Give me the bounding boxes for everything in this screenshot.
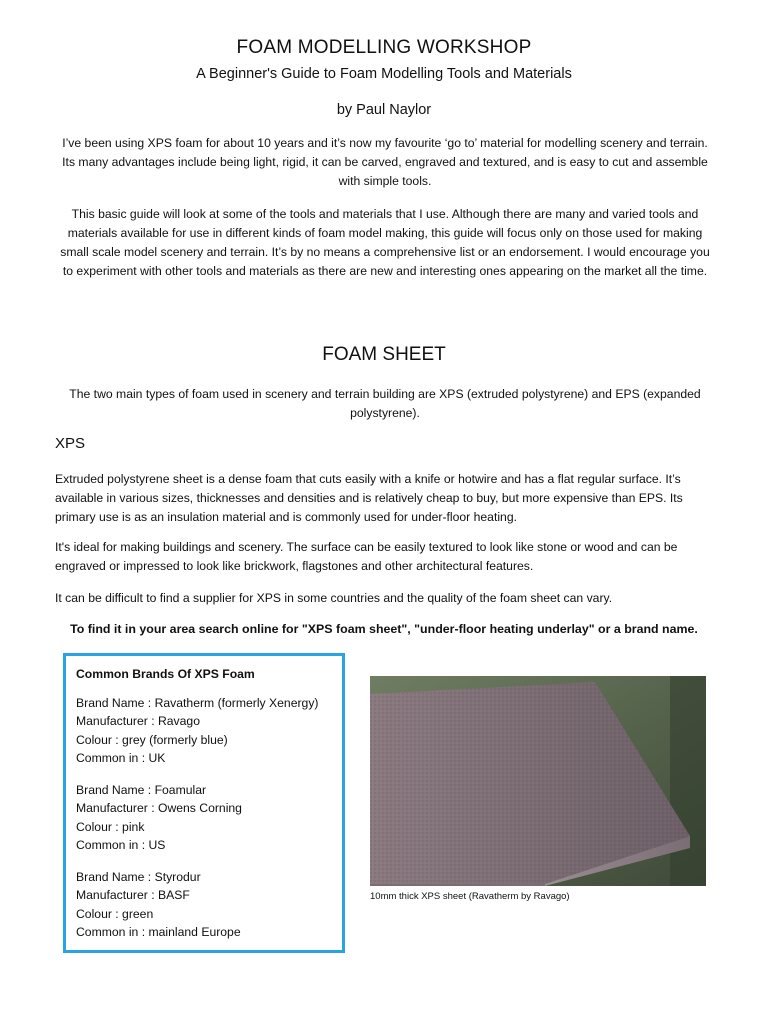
brand-entry <box>76 781 342 855</box>
xps-paragraph-2: It's ideal for making buildings and scenery. The surface can be easily textured to look like stone or wood and can be engraved or impressed to look like brickwork, flagstones and other architectural features. <box>55 540 678 573</box>
brand-manufacturer: Manufacturer : Owens Corning <box>76 801 242 815</box>
foam-sheet-intro: The two main types of foam used in scenery and terrain building are XPS (extruded polystyrene) and EPS (expanded polystyrene). <box>69 387 701 420</box>
brand-common-in: Common in : mainland Europe <box>76 925 241 939</box>
brand-name: Brand Name : Styrodur <box>76 869 201 884</box>
brand-manufacturer: Manufacturer : BASF <box>76 888 190 902</box>
brands-box <box>63 653 345 953</box>
brand-colour: Colour : green <box>76 906 154 921</box>
brand-entry <box>76 868 342 942</box>
brand-colour: Colour : pink <box>76 819 145 834</box>
foam-sheet-heading: FOAM SHEET <box>322 344 446 365</box>
document-subtitle: A Beginner's Guide to Foam Modelling Tools and Materials <box>196 66 572 82</box>
brand-name: Brand Name : Ravatherm (formerly Xenergy) <box>76 695 319 710</box>
brand-colour: Colour : grey (formerly blue) <box>76 732 228 747</box>
author-byline: by Paul Naylor <box>336 102 432 118</box>
brand-entry <box>76 694 342 768</box>
xps-search-tip: To find it in your area search online for "XPS foam sheet", "under-floor heating underlay" or a brand name. <box>70 622 698 636</box>
brand-name: Brand Name : Foamular <box>76 782 207 797</box>
intro-paragraph-1: I’ve been using XPS foam for about 10 years and it’s now my favourite ‘go to’ material for modelling scenery and terrain. Its many advantages include being light, rigid, it can be carved, engraved and textured, and is easy to cut and assemble with simple tools. <box>62 136 708 188</box>
photo-caption: 10mm thick XPS sheet (Ravatherm by Ravago) <box>370 891 570 902</box>
xps-paragraph-3: It can be difficult to find a supplier for XPS in some countries and the quality of the foam sheet can vary. <box>55 591 613 605</box>
xps-paragraph-1: Extruded polystyrene sheet is a dense foam that cuts easily with a knife or hotwire and has a flat regular surface. It’s available in various sizes, thicknesses and densities and is relatively cheap to buy, but more expensive than EPS. Its primary use is as an insulation material and is commonly used for under-floor heating. <box>55 472 683 524</box>
brand-common-in: Common in : UK <box>76 751 166 765</box>
intro-paragraph-2: This basic guide will look at some of the tools and materials that I use. Although there are many and varied tools and materials available for use in different kinds of foam model making, this guide will focus only on those used for making small scale model scenery and terrain. It’s by no means a comprehensive list or an endorsement. I would encourage you to experiment with other tools and materials as there are new and interesting ones appearing on the market all the time. <box>60 207 710 278</box>
brands-box-title: Common Brands Of XPS Foam <box>76 667 255 681</box>
xps-sheet-illustration <box>370 676 706 886</box>
xps-heading: XPS <box>55 435 86 452</box>
brand-manufacturer: Manufacturer : Ravago <box>76 714 200 728</box>
brand-common-in: Common in : US <box>76 838 166 852</box>
document-title: FOAM MODELLING WORKSHOP <box>236 37 532 58</box>
xps-sheet-photo <box>370 676 706 886</box>
